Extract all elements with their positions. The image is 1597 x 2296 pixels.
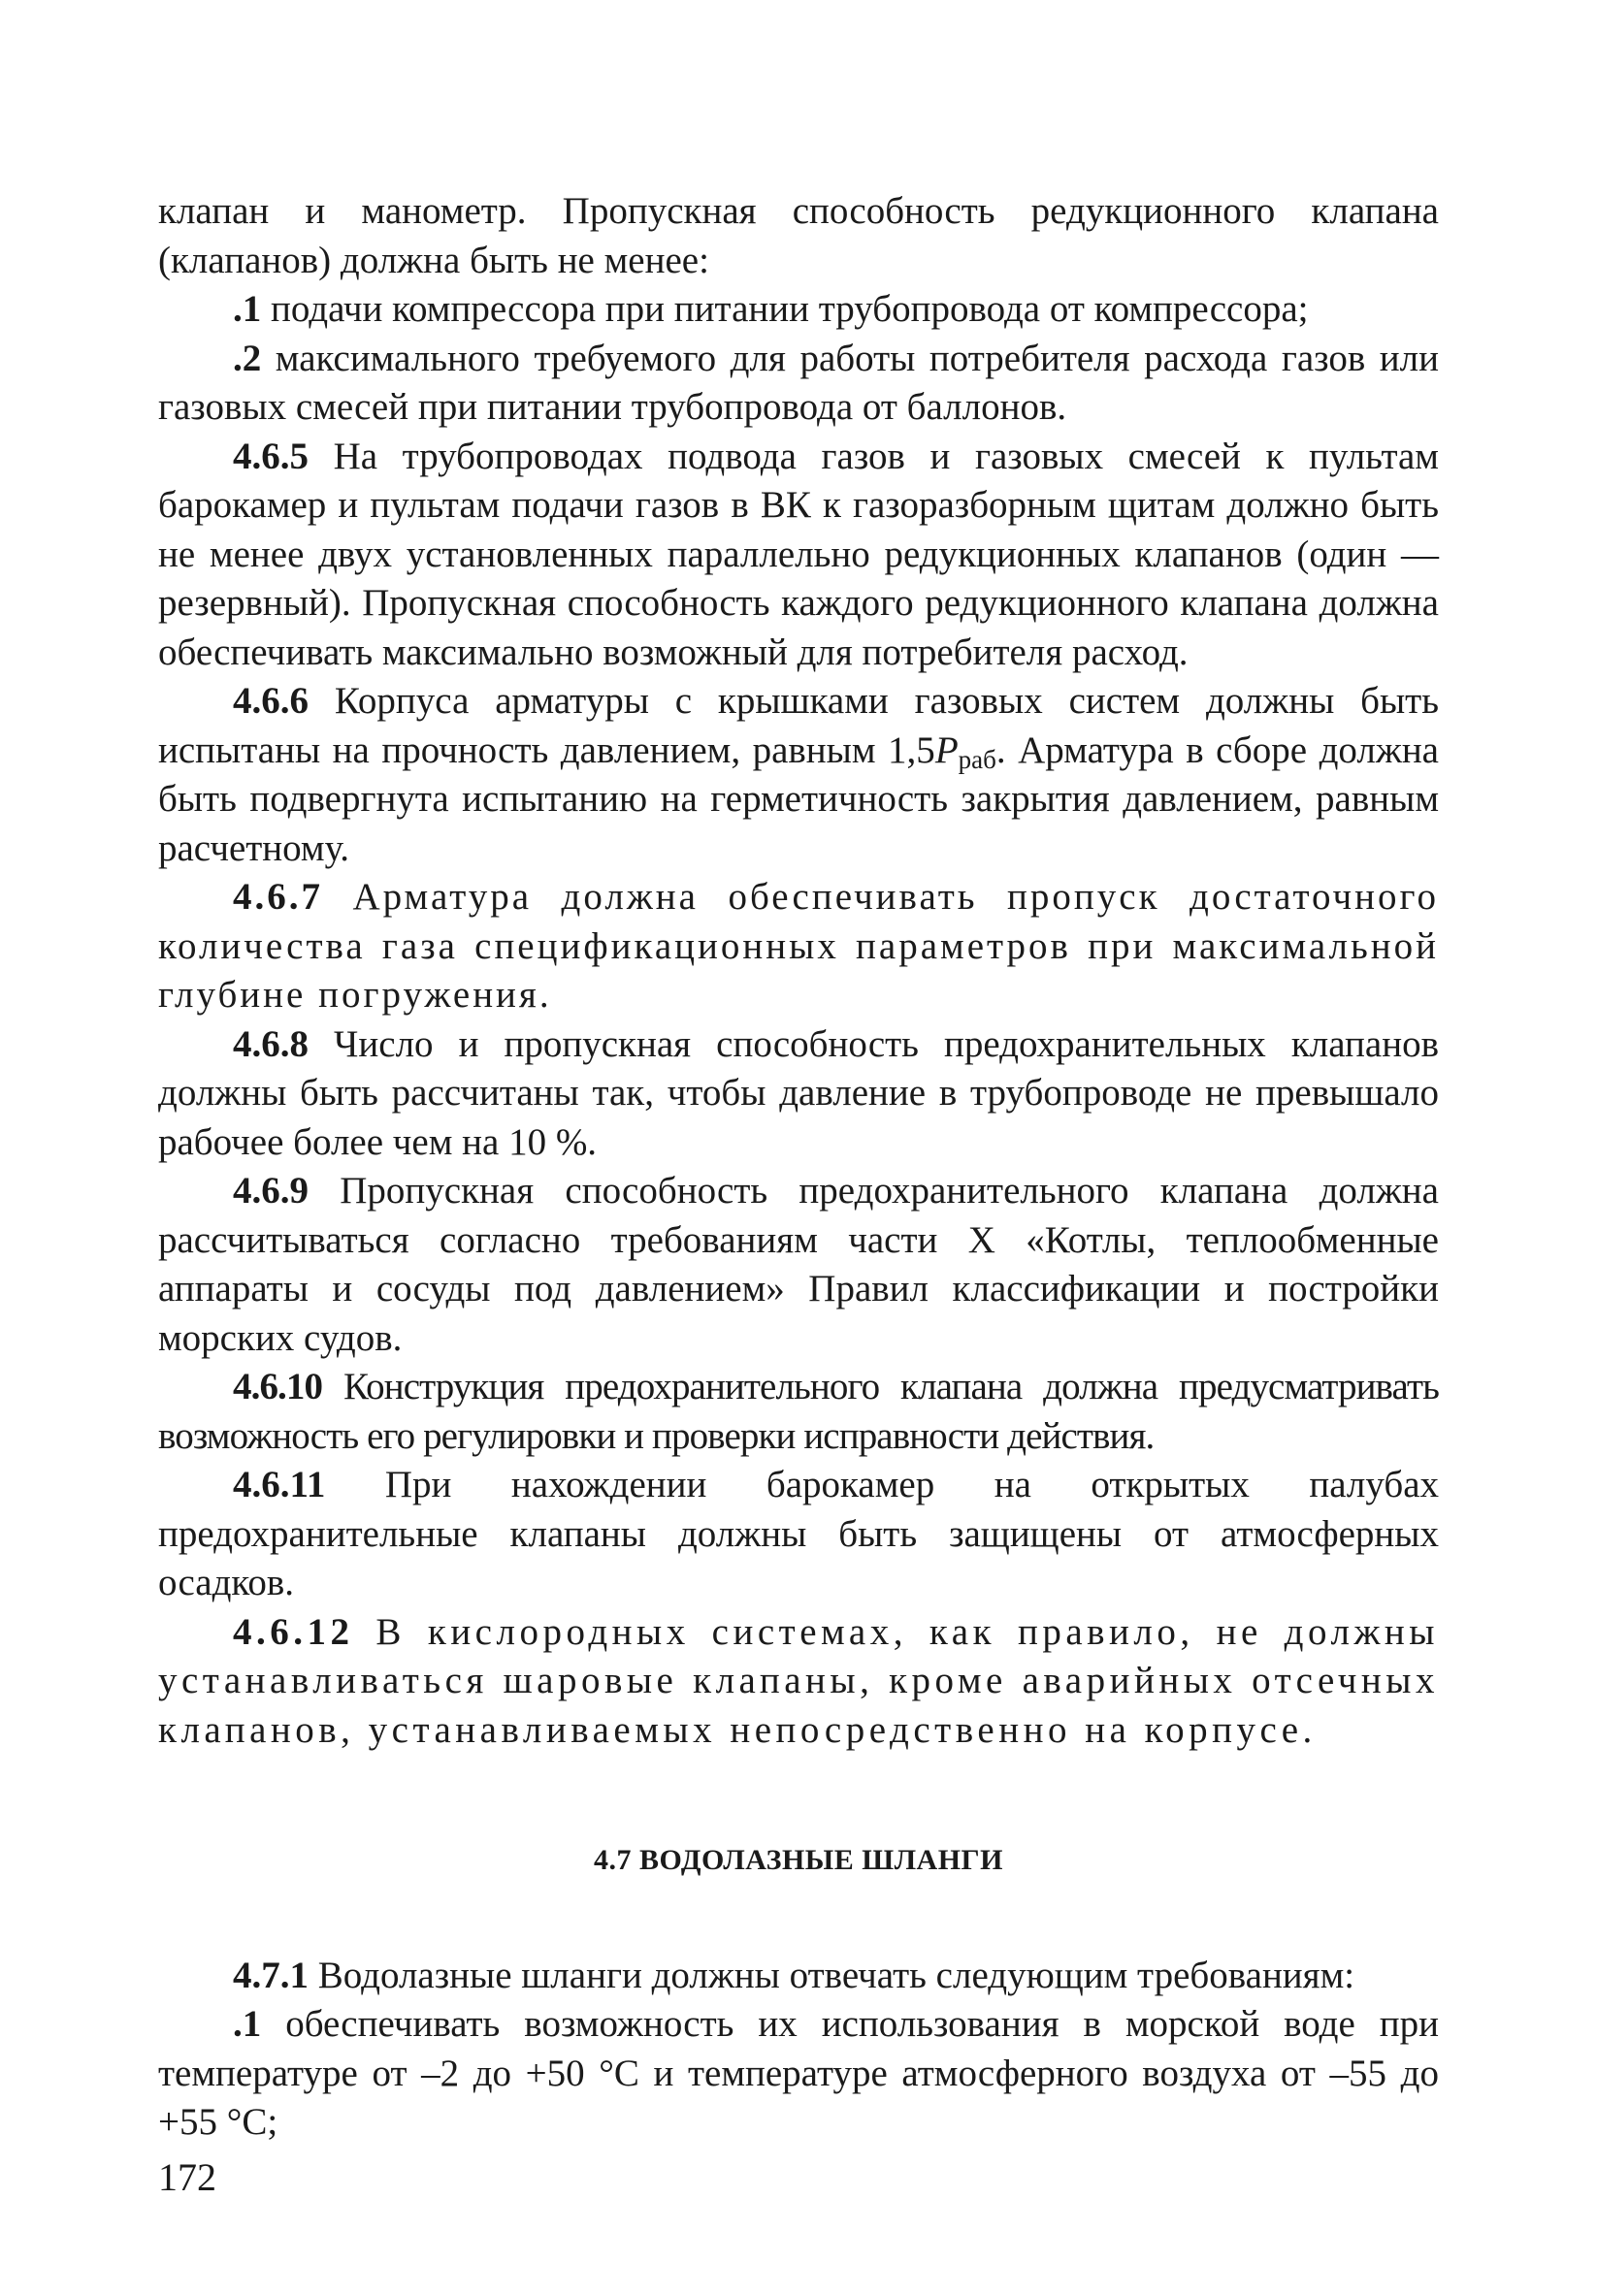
clause-number: 4.6.8: [233, 1022, 309, 1065]
clause-4-6-12: [158, 1608, 1439, 1756]
clause-4-6-5: [158, 433, 1439, 678]
item-number: .1: [233, 2003, 262, 2045]
clause-text: В кислородных системах, как правило, не должны устанавливаться шаровые клапаны, кроме аварийных отсечных клапанов, устанавливаемых непосредственно на корпусе.: [158, 1610, 1439, 1751]
clause-text: Водолазные шланги должны отвечать следующим требованиям:: [309, 1954, 1355, 1996]
clause-4-6-9: [158, 1167, 1439, 1363]
clause-number: 4.6.6: [233, 680, 309, 722]
pressure-subscript: раб: [958, 744, 996, 774]
clause-text: Корпуса арматуры с крышками газовых систем должны быть испытаны на прочность давлением, равным 1,5: [158, 680, 1439, 771]
clause-4-7-1: [158, 1952, 1439, 2001]
item-text: максимального требуемого для работы потребителя расхода газов или газовых смесей при питании трубопровода от баллонов.: [158, 337, 1439, 428]
clause-number: 4.7.1: [233, 1954, 309, 1996]
clause-text: Конструкция предохранительного клапана должна предусматривать возможность его регулировки и проверки исправности действия.: [158, 1366, 1439, 1457]
item-number: .1: [233, 288, 262, 330]
clause-number: 4.6.12: [233, 1610, 354, 1653]
list-item-1: [158, 285, 1439, 335]
clause-number: 4.6.10: [233, 1366, 323, 1407]
clause-text-continued: . Арматура в сборе должна быть подвергнута испытанию на герметичность закрытия давлением, равным расчетному.: [158, 728, 1439, 869]
clause-4-6-8: [158, 1020, 1439, 1168]
clause-number: 4.6.5: [233, 435, 309, 477]
clause-text: Арматура должна обеспечивать пропуск достаточного количества газа спецификационных параметров при максимальной глубине погружения.: [158, 876, 1439, 1016]
clause-4-6-6: [158, 677, 1439, 873]
clause-text: Число и пропускная способность предохранительных клапанов должны быть рассчитаны так, чтобы давление в трубопроводе не превышало рабочее более чем на 10 %.: [158, 1022, 1439, 1163]
page-body: [158, 187, 1439, 2148]
item-text: обеспечивать возможность их использования в морской воде при температуре от –2 до +50 °С и температуре атмосферного воздуха от –55 до +55 °С;: [158, 2003, 1439, 2143]
clause-text: При нахождении барокамер на открытых палубах предохранительные клапаны должны быть защищены от атмосферных осадков.: [158, 1464, 1439, 1603]
item-number: .2: [233, 337, 262, 379]
clause-number: 4.6.11: [233, 1464, 326, 1505]
list-item-2: [158, 335, 1439, 433]
clause-4-6-7: [158, 873, 1439, 1020]
clause-number: 4.6.9: [233, 1170, 309, 1212]
list-item-1: [158, 2000, 1439, 2148]
clause-text: Пропускная способность предохранительного клапана должна рассчитываться согласно требованиям части X «Котлы, теплообменные аппараты и сосуды под давлением» Правил классификации и постройки морских судов.: [158, 1170, 1439, 1359]
clause-number: 4.6.7: [233, 876, 323, 918]
pressure-variable: P: [934, 728, 959, 771]
section-heading: 4.7 ВОДОЛАЗНЫЕ ШЛАНГИ: [594, 1844, 1003, 1876]
clause-text: На трубопроводах подвода газов и газовых смесей к пультам барокамер и пультам подачи газов в ВК к газоразборным щитам должно быть не менее двух установленных параллельно редукционных клапанов (один — резервный). Пропускная способность каждого редукционного клапана должна обеспечивать максимально возможный для потребителя расход.: [158, 435, 1439, 673]
paragraph-continuation: [158, 187, 1439, 285]
clause-4-6-11: [158, 1461, 1439, 1608]
page-number: 172: [158, 2155, 216, 2199]
clause-4-6-10: [158, 1363, 1439, 1461]
item-text: подачи компрессора при питании трубопровода от компрессора;: [261, 288, 1309, 330]
paragraph-text: клапан и манометр. Пропускная способность редукционного клапана (клапанов) должна быть не менее:: [158, 190, 1439, 281]
